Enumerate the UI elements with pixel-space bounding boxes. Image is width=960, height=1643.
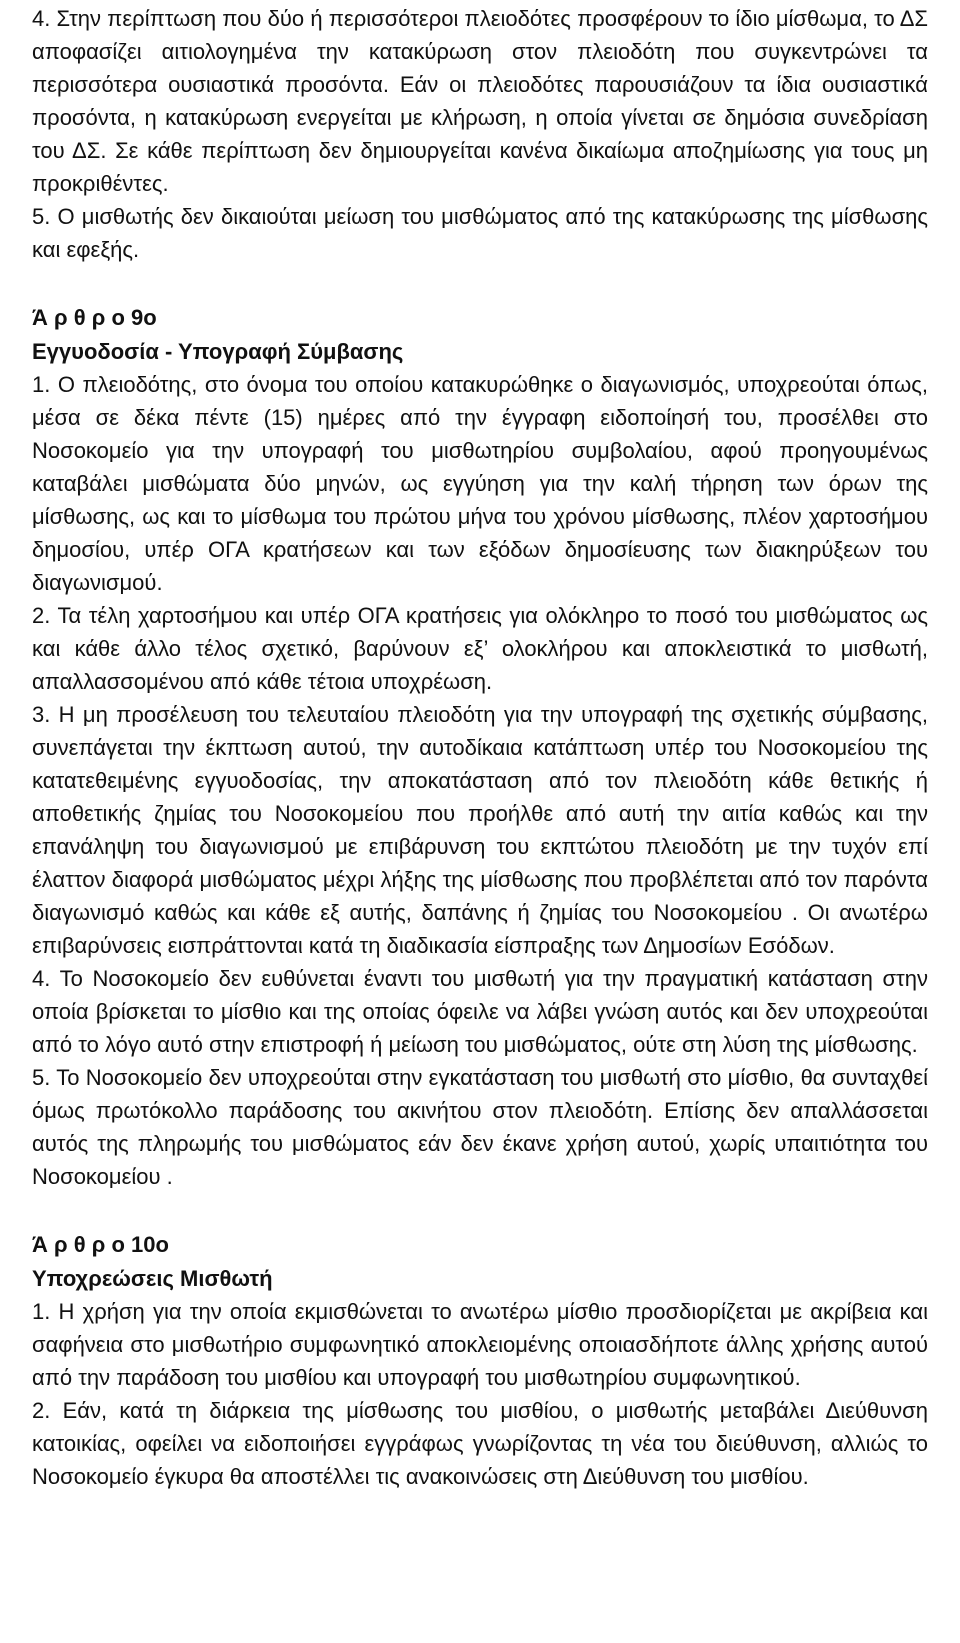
article-9-paragraph-1: 1. Ο πλειοδότης, στο όνομα του οποίου κατακυρώθηκε ο διαγωνισμός, υποχρεούται όπως, μέσα σε δέκα πέντε (15) ημέρες από την έγγραφη ειδοποίησή του, προσέλθει στο Νοσοκομείο για την υπογραφή του μισθωτηρίου συμβολαίου, αφού προηγουμένως καταβάλει μισθώματα δύο μηνών, ως εγγύηση για την καλή τήρηση των όρων της μίσθωσης, ως και το μίσθωμα του πρώτου μήνα του χρόνου μίσθωσης, πλέον χαρτοσήμου δημοσίου, υπέρ ΟΓΑ κρατήσεων και των εξόδων δημοσίευσης των διακηρύξεων του διαγωνισμού. [32,372,928,595]
article-9-paragraph-5: 5. Το Νοσοκομείο δεν υποχρεούται στην εγκατάσταση του μισθωτή στο μίσθιο, θα συνταχθεί όμως πρωτόκολλο παράδοσης του ακινήτου στον πλειοδότη. Επίσης δεν απαλλάσσεται αυτός της πληρωμής του μισθώματος εάν δεν έκανε χρήση αυτού, χωρίς υπαιτιότητα του Νοσοκομείου . [32,1065,928,1189]
article-9-heading: Ά ρ θ ρ ο 9ο [32,305,157,330]
article-10-title: Υποχρεώσεις Μισθωτή [32,1266,273,1291]
document-page [32,2,928,1493]
paragraph-5-no-reduction: 5. Ο μισθωτής δεν δικαιούται μείωση του μισθώματος από της κατακύρωσης της μίσθωσης και εφεξής. [32,204,928,262]
article-9-paragraph-4: 4. Το Νοσοκομείο δεν ευθύνεται έναντι του μισθωτή για την πραγματική κατάσταση στην οποία βρίσκεται το μίσθιο και της οποίας όφειλε να λάβει γνώση αυτός και δεν υποχρεούται από το λόγο αυτό στην επιστροφή ή μείωση του μισθώματος, ούτε στη λύση της μίσθωσης. [32,966,928,1057]
article-10-heading: Ά ρ θ ρ ο 10ο [32,1232,169,1257]
article-10-paragraph-1: 1. Η χρήση για την οποία εκμισθώνεται το ανωτέρω μίσθιο προσδιορίζεται με ακρίβεια και σαφήνεια στο μισθωτήριο συμφωνητικό αποκλειομένης οποιασδήποτε άλλης χρήσης αυτού από την παράδοση του μισθίου και υπογραφή του μισθωτηρίου συμφωνητικού. [32,1299,928,1390]
paragraph-4-tie-bids: 4. Στην περίπτωση που δύο ή περισσότεροι πλειοδότες προσφέρουν το ίδιο μίσθωμα, το ΔΣ αποφασίζει αιτιολογημένα την κατακύρωση στον πλειοδότη που συγκεντρώνει τα περισσότερα ουσιαστικά προσόντα. Εάν οι πλειοδότες παρουσιάζουν τα ίδια ουσιαστικά προσόντα, η κατακύρωση ενεργείται με κλήρωση, η οποία γίνεται σε δημόσια συνεδρίαση του ΔΣ. Σε κάθε περίπτωση δεν δημιουργείται κανένα δικαίωμα αποζημίωσης για τους μη προκριθέντες. [32,6,928,196]
article-9-paragraph-3: 3. Η μη προσέλευση του τελευταίου πλειοδότη για την υπογραφή της σχετικής σύμβασης, συνεπάγεται την έκπτωση αυτού, την αυτοδίκαια κατάπτωση υπέρ του Νοσοκομείου της κατατεθειμένης εγγυοδοσίας, την αποκατάσταση από τον πλειοδότη κάθε θετικής ή αποθετικής ζημίας του Νοσοκομείου που προήλθε από αυτή την αιτία καθώς και την επανάληψη του διαγωνισμού με επιβάρυνση του εκπτώτου πλειοδότη με την τυχόν επί έλαττον διαφορά μισθώματος μέχρι λήξης της μίσθωσης που προβλέπεται από τον παρόντα διαγωνισμό καθώς και κάθε εξ αυτής, δαπάνης ή ζημίας του Νοσοκομείου . Οι ανωτέρω επιβαρύνσεις εισπράττονται κατά τη διαδικασία είσπραξης των Δημοσίων Εσόδων. [32,702,928,958]
article-10-paragraph-2: 2. Εάν, κατά τη διάρκεια της μίσθωσης του μισθίου, ο μισθωτής μεταβάλει Διεύθυνση κατοικίας, οφείλει να ειδοποιήσει εγγράφως γνωρίζοντας τη νέα του διεύθυνση, αλλιώς το Νοσοκομείο έγκυρα θα αποστέλλει τις ανακοινώσεις στη Διεύθυνση του μισθίου. [32,1398,928,1489]
article-9-title: Εγγυοδοσία - Υπογραφή Σύμβασης [32,339,404,364]
section-spacer [32,1193,928,1228]
article-9-paragraph-2: 2. Τα τέλη χαρτοσήμου και υπέρ ΟΓΑ κρατήσεις για ολόκληρο το ποσό του μισθώματος ως και κάθε άλλο τέλος σχετικό, βαρύνουν εξ’ ολοκλήρου και αποκλειστικά το μισθωτή, απαλλασσομένου από κάθε τέτοια υποχρέωση. [32,603,928,694]
section-spacer [32,266,928,301]
